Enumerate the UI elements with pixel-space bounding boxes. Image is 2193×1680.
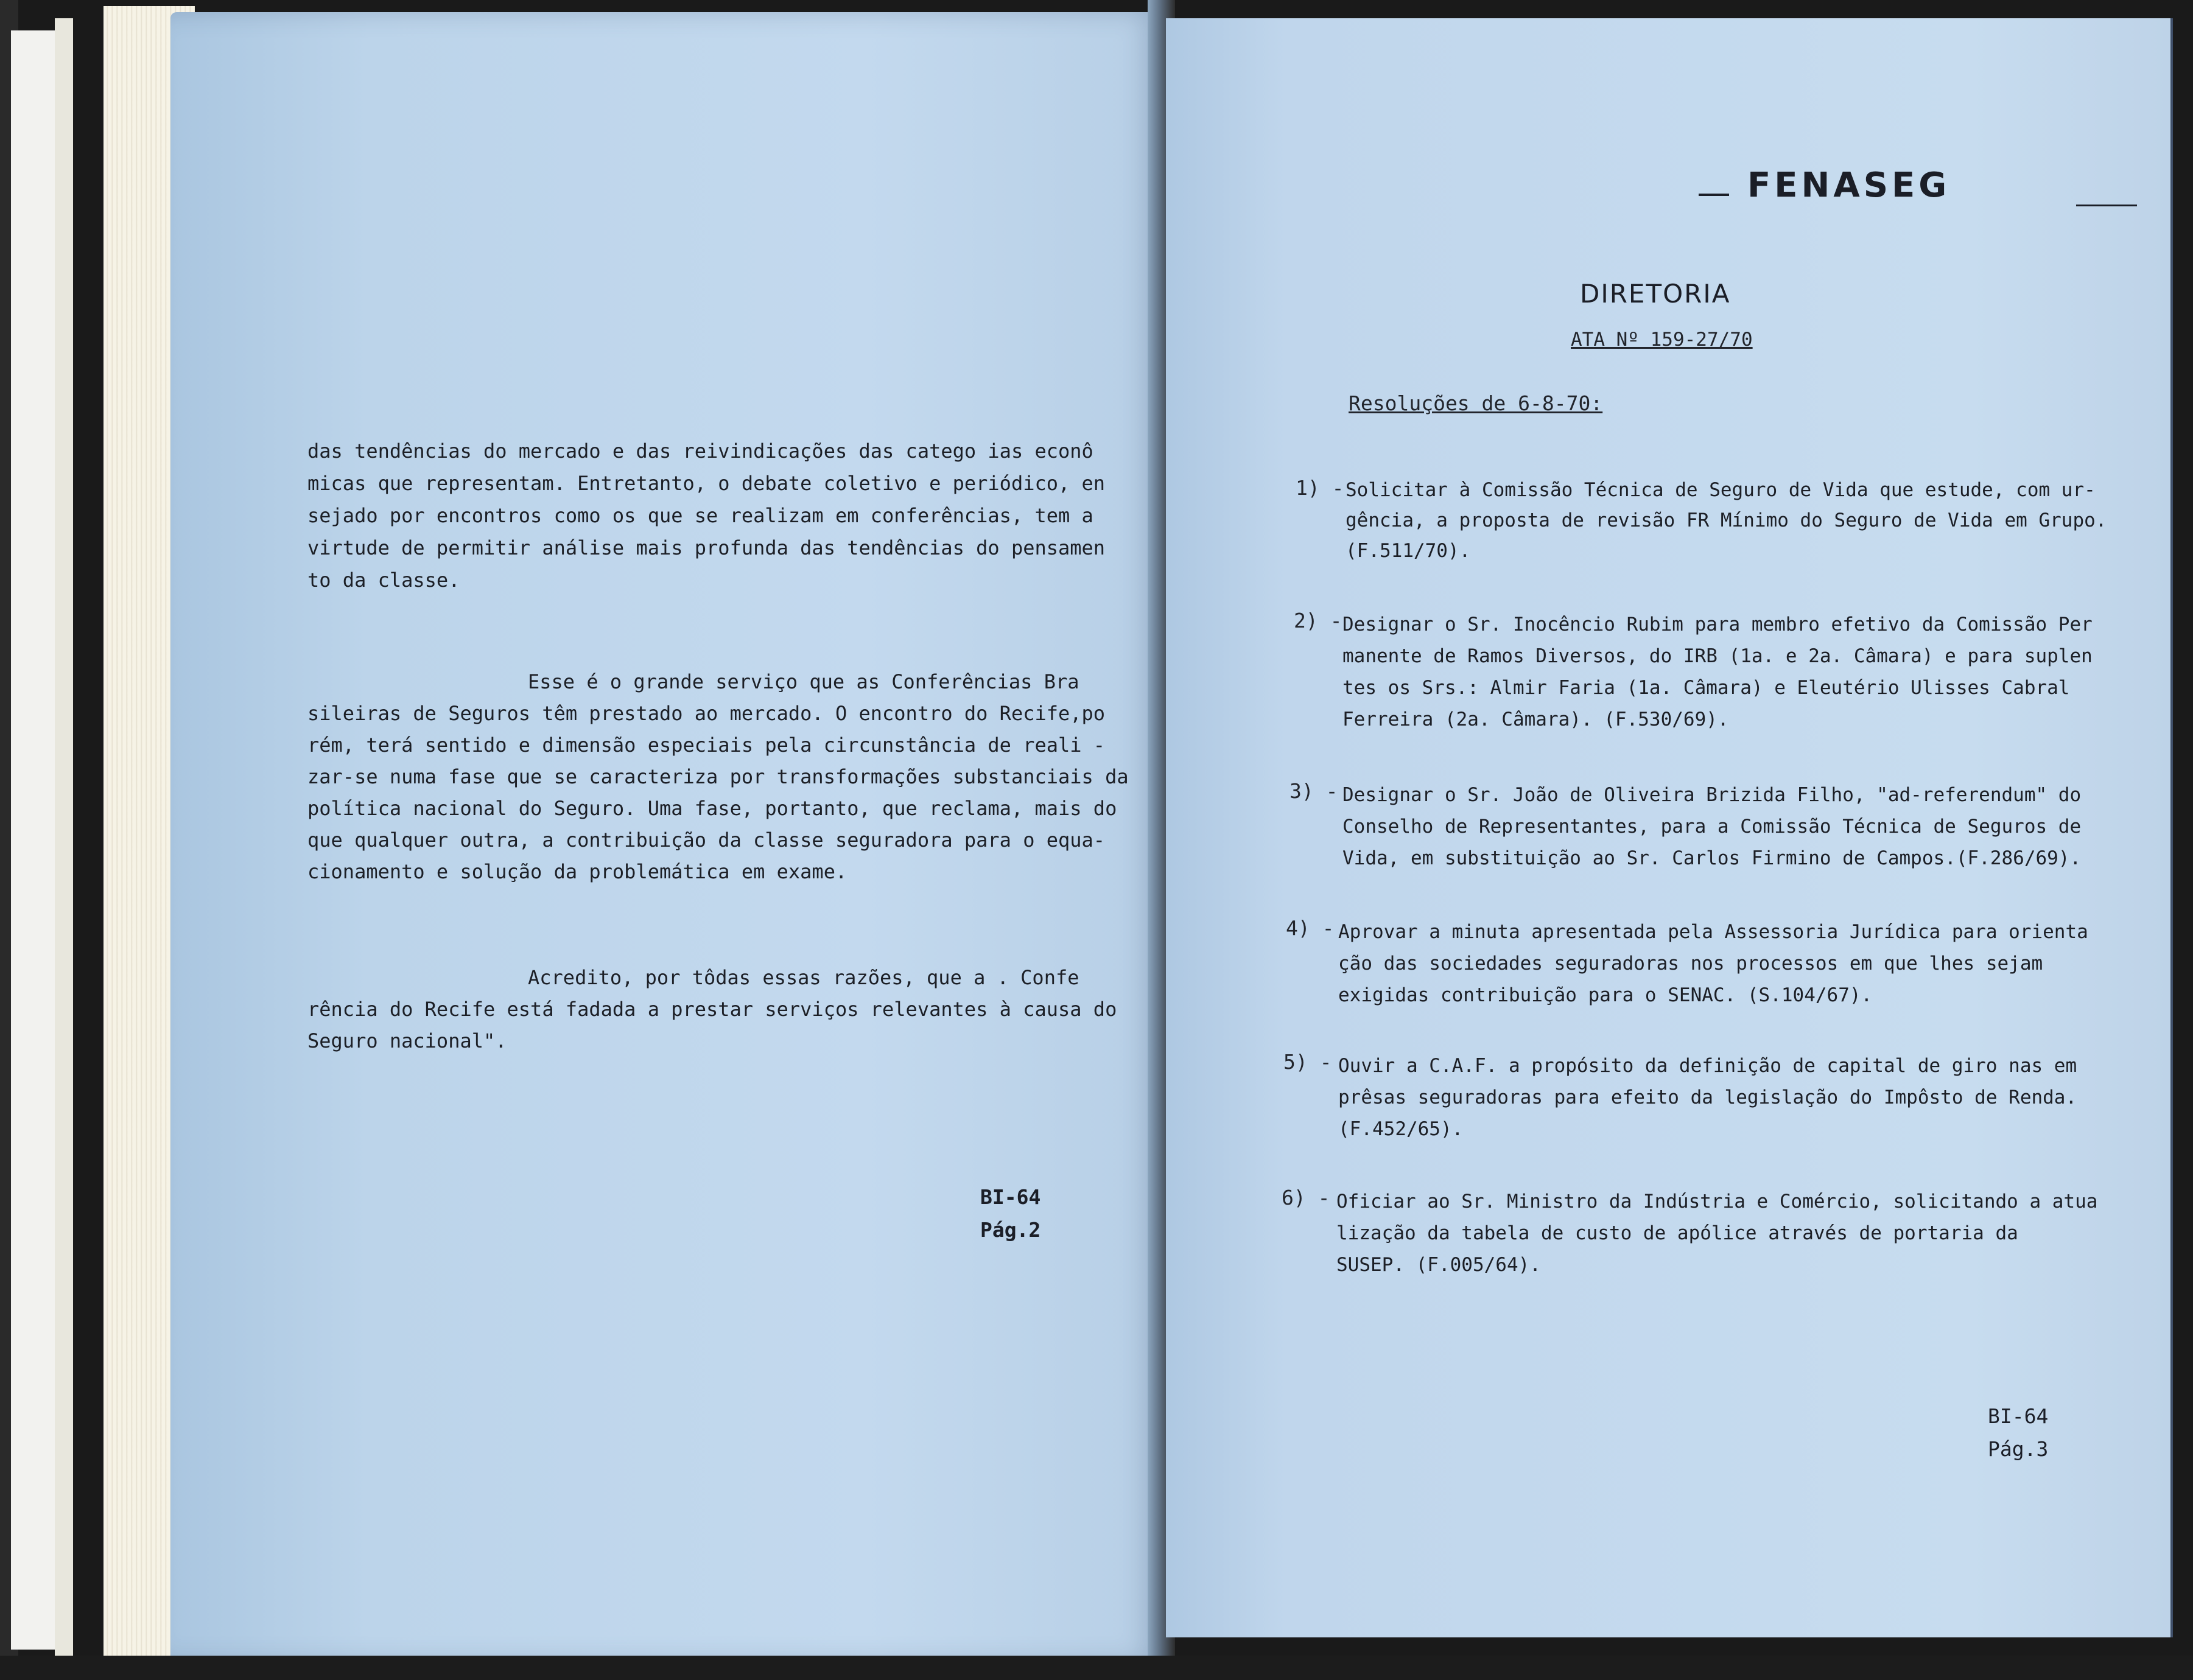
text-line: (F.511/70). [1346, 540, 1471, 562]
item-number: 6) - [1282, 1186, 1330, 1209]
resolution-item-1 [1346, 475, 2107, 566]
text-line: lização da tabela de custo de apólice através de portaria da [1336, 1222, 2018, 1244]
text-line: virtude de permitir análise mais profunda das tendências do pensamen [307, 536, 1106, 559]
text-line: rência do Recife está fadada a prestar serviços relevantes à causa do [307, 998, 1117, 1021]
text-line: ção das sociedades seguradoras nos processos em que lhes sejam [1338, 953, 2043, 975]
text-line: Seguro nacional". [307, 1029, 507, 1052]
text-line: Ouvir a C.A.F. a propósito da definição de capital de giro nas em [1338, 1055, 2077, 1077]
bottom-shadow [0, 1656, 2193, 1680]
left-page-ref [980, 1181, 1040, 1247]
item-number: 1) - [1296, 476, 1344, 500]
text-line: to da classe. [307, 569, 460, 592]
brand-logo: FENASEG [1747, 166, 1951, 205]
text-line: (F.452/65). [1338, 1118, 1464, 1140]
text-line: sileiras de Seguros têm prestado ao mercado. O encontro do Recife,po [307, 702, 1106, 725]
text-line: prêsas seguradoras para efeito da legislação do Impôsto de Renda. [1338, 1087, 2077, 1108]
text-line: Conselho de Representantes, para a Comissão Técnica de Seguros de [1342, 816, 2082, 838]
item-number: 2) - [1294, 609, 1342, 632]
text-line: gência, a proposta de revisão FR Mínimo do Seguro de Vida em Grupo. [1346, 509, 2107, 531]
brand-dash-left [1699, 194, 1729, 196]
resolution-item-4 [1338, 916, 2088, 1011]
text-line: Ferreira (2a. Câmara). (F.530/69). [1342, 709, 1729, 730]
ref-code: BI-64 [1988, 1404, 2049, 1428]
text-line: manente de Ramos Diversos, do IRB (1a. e 2a. Câmara) e para suplen [1342, 645, 2093, 667]
text-line: das tendências do mercado e das reivindicações das catego ias econô [307, 439, 1093, 463]
text-line: rém, terá sentido e dimensão especiais pela circunstância de reali - [307, 733, 1106, 757]
text-line: SUSEP. (F.005/64). [1336, 1254, 1541, 1276]
ref-page-number: Pág.3 [1988, 1437, 2049, 1461]
text-line: Acredito, por tôdas essas razões, que a . Confe [528, 966, 1079, 989]
text-line: tes os Srs.: Almir Faria (1a. Câmara) e Eleutério Ulisses Cabral [1342, 677, 2070, 699]
text-line: Esse é o grande serviço que as Conferências Bra [528, 670, 1079, 693]
heading: DIRETORIA [1580, 279, 1731, 309]
resolution-item-2 [1342, 609, 2093, 735]
brand-dash-right [2076, 205, 2137, 206]
item-number: 5) - [1283, 1050, 1332, 1074]
text-line: sejado por encontros como os que se realizam em conferências, tem a [307, 504, 1093, 527]
resolution-item-6 [1336, 1186, 2097, 1281]
right-page-ref [1988, 1400, 2048, 1466]
resolution-item-5 [1338, 1050, 2077, 1145]
item-number: 3) - [1289, 779, 1338, 803]
ata-number: ATA Nº 159-27/70 [1571, 329, 1753, 351]
text-line: Solicitar à Comissão Técnica de Seguro de Vida que estude, com ur- [1346, 479, 2096, 501]
text-line: zar-se numa fase que se caracteriza por transformações substanciais da [307, 765, 1129, 788]
text-line: Vida, em substituição ao Sr. Carlos Firmino de Campos.(F.286/69). [1342, 847, 2082, 869]
resolutions-label: Resoluções de 6-8-70: [1349, 391, 1603, 415]
item-number: 4) - [1286, 916, 1335, 940]
text-line: Designar o Sr. João de Oliveira Brizida Filho, "ad-referendum" do [1342, 784, 2082, 806]
resolution-item-3 [1342, 779, 2081, 874]
text-line: política nacional do Seguro. Uma fase, portanto, que reclama, mais do [307, 797, 1117, 820]
text-line: Aprovar a minuta apresentada pela Assessoria Jurídica para orienta [1338, 921, 2088, 943]
text-line: Designar o Sr. Inocêncio Rubim para membro efetivo da Comissão Per [1342, 614, 2093, 635]
text-line: que qualquer outra, a contribuição da classe seguradora para o equa- [307, 828, 1106, 852]
text-line: cionamento e solução da problemática em exame. [307, 860, 847, 883]
ref-page-number: Pág.2 [980, 1218, 1041, 1242]
left-paragraph-1 [307, 435, 1105, 597]
book-cover [11, 30, 61, 1650]
text-line: Oficiar ao Sr. Ministro da Indústria e Comércio, solicitando a atua [1336, 1191, 2098, 1213]
left-paragraph-2 [307, 666, 1129, 887]
cover-edge [55, 18, 73, 1656]
left-paragraph-3 [307, 962, 1117, 1057]
text-line: micas que representam. Entretanto, o debate coletivo e periódico, en [307, 472, 1106, 495]
ref-code: BI-64 [980, 1185, 1041, 1209]
text-line: exigidas contribuição para o SENAC. (S.104/67). [1338, 984, 1873, 1006]
